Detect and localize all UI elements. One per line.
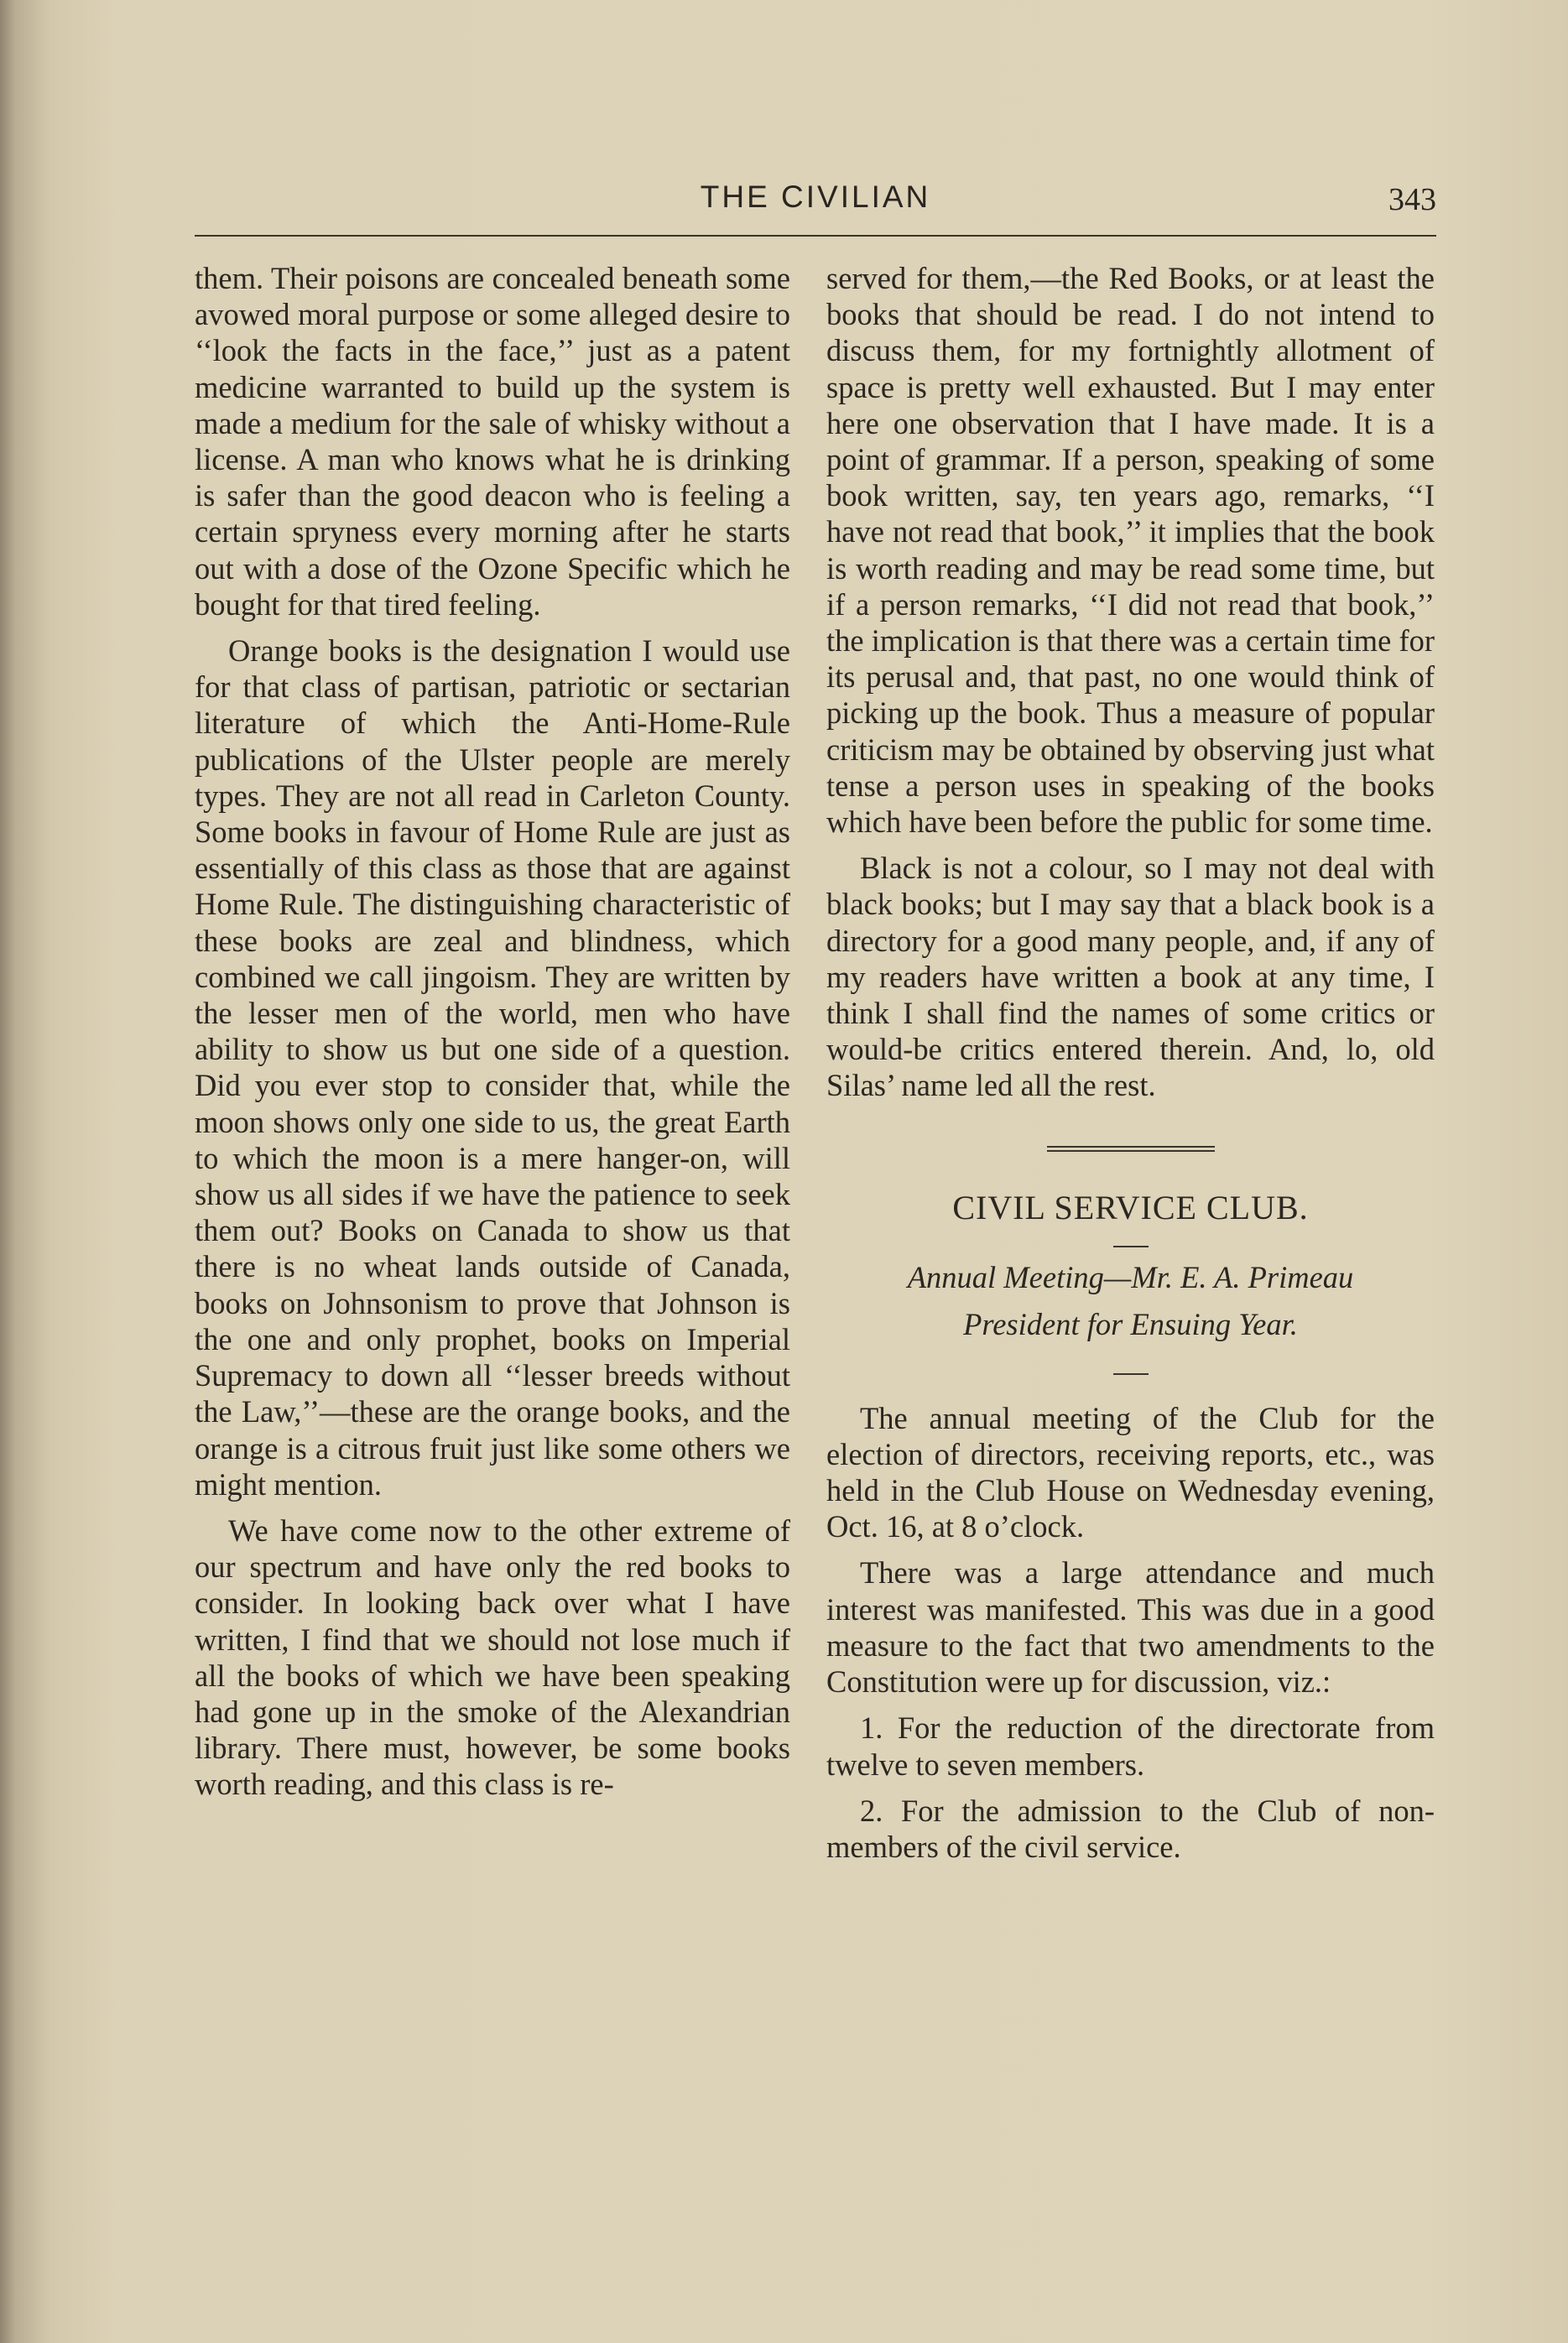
- left-paragraph-1: them. Their poisons are concealed beneath some avowed moral purpose or some alleged desire to ‘‘look the facts in the face,’’ just as a patent medicine warranted to build up the system is made a medium for the sale of whisky without a license. A man who knows what he is drinking is safer than the good deacon who is feeling a certain spryness every morning after he starts out with a dose of the Ozone Specific which he bought for that tired feeling.: [195, 261, 790, 622]
- title-rule: [1113, 1246, 1149, 1247]
- running-title: THE CIVILIAN: [700, 180, 931, 214]
- left-paragraph-3: We have come now to the other extreme of our spectrum and have only the red books to consider. In looking back over what I have written, I find that we should not lose much if all the books of which we have been speaking had gone up in the smoke of the Alexandrian library. There must, however, be some books worth reading, and this class is re-: [195, 1513, 790, 1802]
- header-rule: [195, 235, 1436, 237]
- club-paragraph-1: The annual meeting of the Club for the election of directors, receiving reports, etc., was held in the Club House on Wednesday evening, Oct. 16, at 8 o’clock.: [826, 1400, 1435, 1544]
- club-list-item-2: 2. For the admission to the Club of non-members of the civil service.: [826, 1793, 1435, 1864]
- section-divider: [1047, 1146, 1215, 1152]
- right-column: [826, 260, 1435, 1865]
- left-column: [195, 260, 790, 1803]
- article-subtitle-line-2: President for Ensuing Year.: [963, 1306, 1298, 1341]
- left-paragraph-2: Orange books is the designation I would use for that class of partisan, patriotic or sectarian literature of which the Anti-Home-Rule publications of the Ulster people are merely types. They are not all read in Carleton County. Some books in favour of Home Rule are just as essentially of this class as those that are against Home Rule. The distinguishing characteristic of these books are zeal and blindness, which combined we call jingoism. They are written by the lesser men of the world, men who have ability to show us but one side of a question. Did you ever stop to consider that, while the moon shows only one side to us, the great Earth to which the moon is a mere hanger-on, will show us all sides if we have the patience to seek them out? Books on Canada to show us that there is no wheat lands outside of Canada, books on Johnsonism to prove that Johnson is the one and only prophet, books on Imperial Supremacy to down all ‘‘lesser breeds without the Law,’’—these are the orange books, and the orange is a citrous fruit just like some others we might mention.: [195, 633, 790, 1502]
- section-title: CIVIL SERVICE CLUB.: [952, 1188, 1309, 1226]
- right-paragraph-1: served for them,—the Red Books, or at least the books that should be read. I do not intend to discuss them, for my fortnightly allotment of space is pretty well exhausted. But I may enter here one observation that I have made. It is a point of grammar. If a person, speaking of some book written, say, ten years ago, remarks, ‘‘I have not read that book,’’ it implies that the book is worth reading and may be read some time, but if a person remarks, ‘‘I did not read that book,’’ the implication is that there was a certain time for its perusal and, that past, no one would think of picking up the book. Thus a measure of popular criticism may be obtained by observing just what tense a person uses in speaking of the books which have been before the public for some time.: [826, 261, 1435, 840]
- page-number: 343: [1388, 182, 1436, 217]
- club-paragraph-2: There was a large attendance and much interest was manifested. This was due in a good measure to the fact that two amendments to the Constitution were up for discussion, viz.:: [826, 1555, 1435, 1700]
- right-paragraph-2: Black is not a colour, so I may not deal with black books; but I may say that a black book is a directory for a good many people, and, if any of my readers have written a book at any time, I think I shall find the names of some critics or would-be critics entered therein. And, lo, old Silas’ name led all the rest.: [826, 851, 1435, 1103]
- page-header: [195, 180, 1436, 230]
- club-list-item-1: 1. For the reduction of the directorate from twelve to seven members.: [826, 1710, 1435, 1782]
- article-subtitle-line-1: Annual Meeting—Mr. E. A. Primeau: [907, 1259, 1354, 1294]
- subtitle-rule: [1113, 1373, 1149, 1375]
